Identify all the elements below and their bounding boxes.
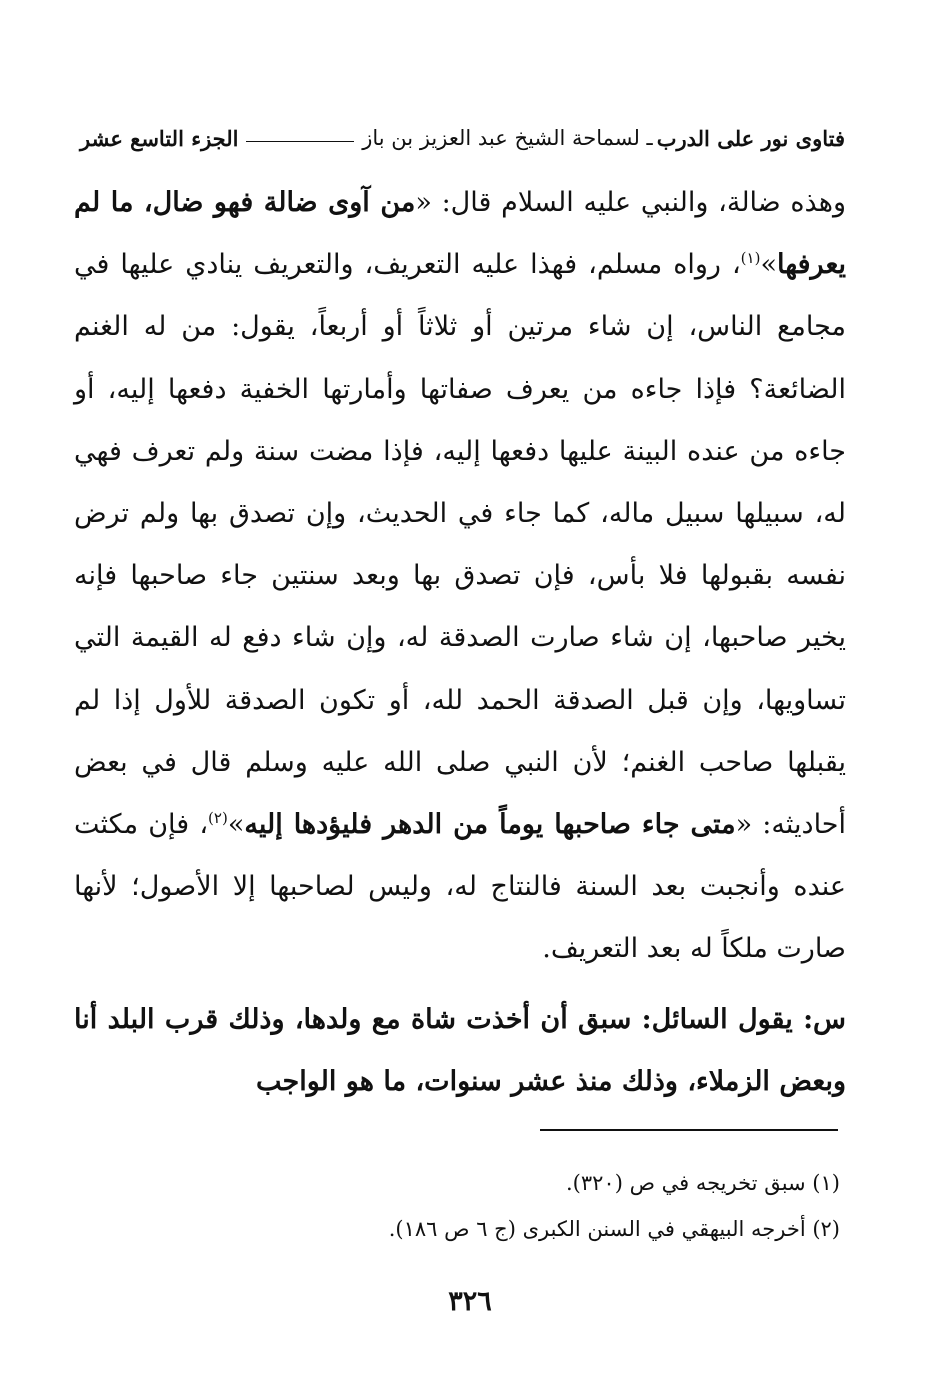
answer-text-c: ، رواه مسلم، فهذا عليه التعريف، والتعريف ينادي عليها في مجامع الناس، إن شاء مرتين أو ثلاثاً أو أربعاً، يقول: من له الغنم الضائعة؟ فإذا جاءه من يعرف صفاتها وأمارتها الخفية دفعها إليه، أو جاءه من عنده البينة عليها دفعها إليه، فإذا مضت سنة ولم تعرف فهي له، سبيلها سبيل ماله، كما جاء في الحديث، وإن تصدق بها ولم ترض نفسه بقبولها فلا بأس، فإن تصدق بها وبعد سنتين جاء صاحبها فإنه يخير صاحبها، إن شاء صارت الصدقة له، وإن شاء دفع له القيمة التي تساويها، وإن قبل الصدقة الحمد لله، أو تكون الصدقة للأول إذا لم يقبلها صاحب الغنم؛ لأن النبي صلى الله عليه وسلم قال في بعض أحاديثه: « bbox=[74, 249, 846, 841]
question-paragraph bbox=[74, 989, 846, 1113]
question-text: يقول السائل: سبق أن أخذت شاة مع ولدها، وذلك قرب البلد أنا وبعض الزملاء، وذلك منذ عشر سنوات، ما هو الواجب bbox=[74, 1003, 846, 1097]
answer-paragraph bbox=[74, 172, 846, 981]
page-number: ٣٢٦ bbox=[448, 1286, 492, 1317]
author-name: ـ لسماحة الشيخ عبد العزيز بن باز bbox=[362, 126, 653, 150]
footnotes bbox=[300, 1160, 840, 1252]
footnote-1: (١) سبق تخريجه في ص (٣٢٠). bbox=[566, 1171, 840, 1195]
footnote-2: (٢) أخرجه البيهقي في السنن الكبرى (ج ٦ ص ١٨٦). bbox=[388, 1217, 840, 1241]
answer-text-a: وهذه ضالة، والنبي عليه السلام قال: « bbox=[415, 187, 846, 218]
quote-close-2: » bbox=[227, 809, 245, 841]
hadith-quote-2: متى جاء صاحبها يوماً من الدهر فليؤدها إليه bbox=[244, 809, 736, 841]
header-rule bbox=[246, 141, 354, 142]
main-text bbox=[74, 172, 846, 1113]
quote-close-1: » bbox=[760, 249, 777, 281]
hadith-quote-1: من آوى ضالة فهو ضال، ما لم يعرفها bbox=[74, 187, 846, 281]
running-header bbox=[80, 118, 845, 158]
footnote-separator bbox=[540, 1129, 838, 1131]
footnote-ref-2[interactable]: (٢) bbox=[208, 809, 228, 828]
answer-text-e: ، فإن مكثت عنده وأنجبت بعد السنة فالنتاج له، وليس لصاحبها إلا الأصول؛ لأنها صارت ملكاً له بعد التعريف. bbox=[74, 809, 846, 965]
question-prefix: س: bbox=[803, 1003, 846, 1035]
volume-part: الجزء التاسع عشر bbox=[80, 125, 239, 151]
book-title: فتاوى نور على الدرب bbox=[656, 125, 845, 151]
footnote-ref-1[interactable]: (١) bbox=[740, 249, 761, 268]
